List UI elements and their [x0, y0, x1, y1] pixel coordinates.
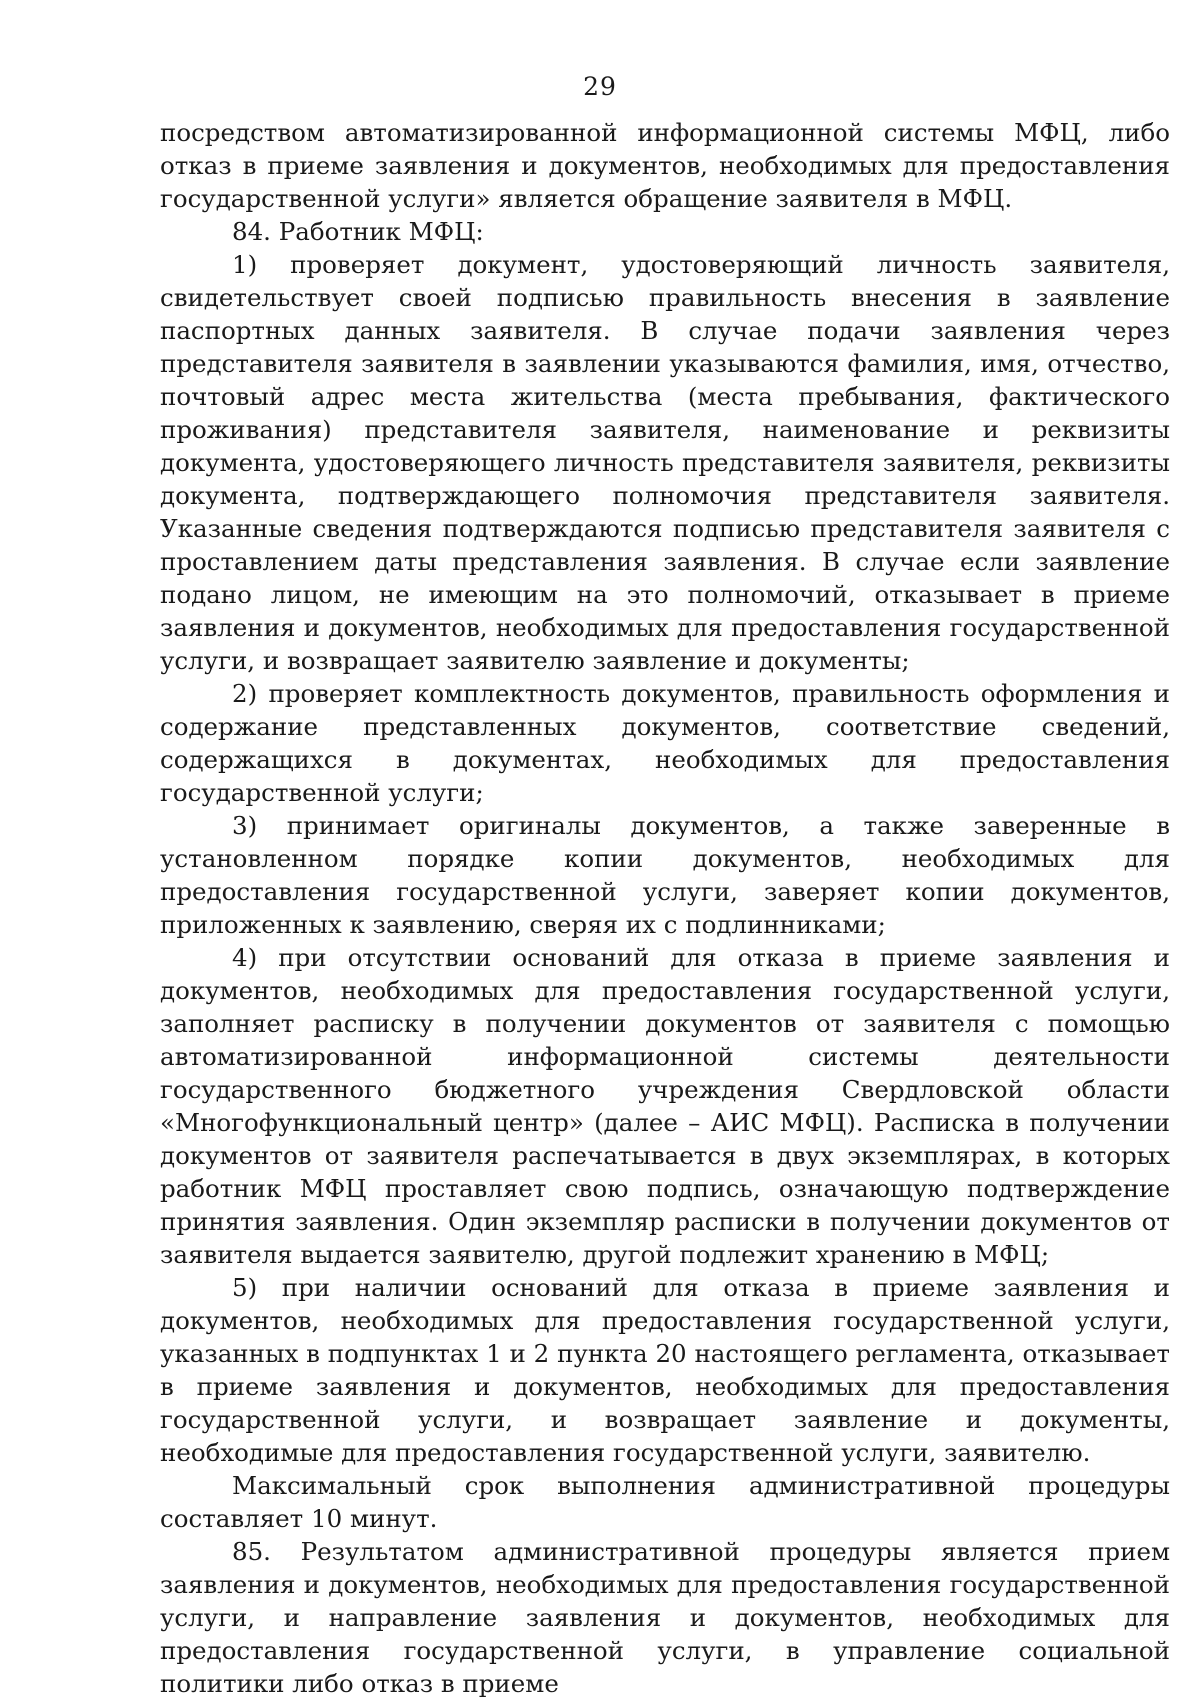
paragraph-max-time: Максимальный срок выполнения административной процедуры составляет 10 минут.: [160, 1471, 1170, 1533]
paragraph-84-item-5: 5) при наличии оснований для отказа в приеме заявления и документов, необходимых для предоставления государственной услуги, указанных в подпунктах 1 и 2 пункта 20 настоящего регламента, отказывает в приеме заявления и документов, необходимых для предоставления государственной услуги, и возвращает заявление и документы, необходимые для предоставления государственной услуги, заявителю.: [160, 1273, 1170, 1467]
paragraph-84-item-3: 3) принимает оригиналы документов, а также заверенные в установленном порядке копии документов, необходимых для предоставления государственной услуги, заверяет копии документов, приложенных к заявлению, сверяя их с подлинниками;: [160, 811, 1170, 939]
paragraph-84-item-4: 4) при отсутствии оснований для отказа в приеме заявления и документов, необходимых для предоставления государственной услуги, заполняет расписку в получении документов от заявителя с помощью автоматизированной информационной системы деятельности государственного бюджетного учреждения Свердловской области «Многофункциональный центр» (далее – АИС МФЦ). Расписка в получении документов от заявителя распечатывается в двух экземплярах, в которых работник МФЦ проставляет свою подпись, означающую подтверждение принятия заявления. Один экземпляр расписки в получении документов от заявителя выдается заявителю, другой подлежит хранению в МФЦ;: [160, 943, 1170, 1269]
paragraph-84-heading: 84. Работник МФЦ:: [232, 217, 484, 246]
paragraph-84-item-1: 1) проверяет документ, удостоверяющий личность заявителя, свидетельствует своей подписью правильность внесения в заявление паспортных данных заявителя. В случае подачи заявления через представителя заявителя в заявлении указываются фамилия, имя, отчество, почтовый адрес места жительства (места пребывания, фактического проживания) представителя заявителя, наименование и реквизиты документа, удостоверяющего личность представителя заявителя, реквизиты документа, подтверждающего полномочия представителя заявителя. Указанные сведения подтверждаются подписью представителя заявителя с проставлением даты представления заявления. В случае если заявление подано лицом, не имеющим на это полномочий, отказывает в приеме заявления и документов, необходимых для предоставления государственной услуги, и возвращает заявителю заявление и документы;: [160, 250, 1170, 675]
document-body: [160, 116, 1170, 1700]
page-number: 29: [583, 72, 617, 101]
paragraph-continuation: посредством автоматизированной информационной системы МФЦ, либо отказ в приеме заявления и документов, необходимых для предоставления государственной услуги» является обращение заявителя в МФЦ.: [160, 118, 1170, 213]
paragraph-85: 85. Результатом административной процедуры является прием заявления и документов, необходимых для предоставления государственной услуги, и направление заявления и документов, необходимых для предоставления государственной услуги, в управление социальной политики либо отказ в приеме: [160, 1537, 1170, 1698]
paragraph-84-item-2: 2) проверяет комплектность документов, правильность оформления и содержание представленных документов, соответствие сведений, содержащихся в документах, необходимых для предоставления государственной услуги;: [160, 679, 1170, 807]
